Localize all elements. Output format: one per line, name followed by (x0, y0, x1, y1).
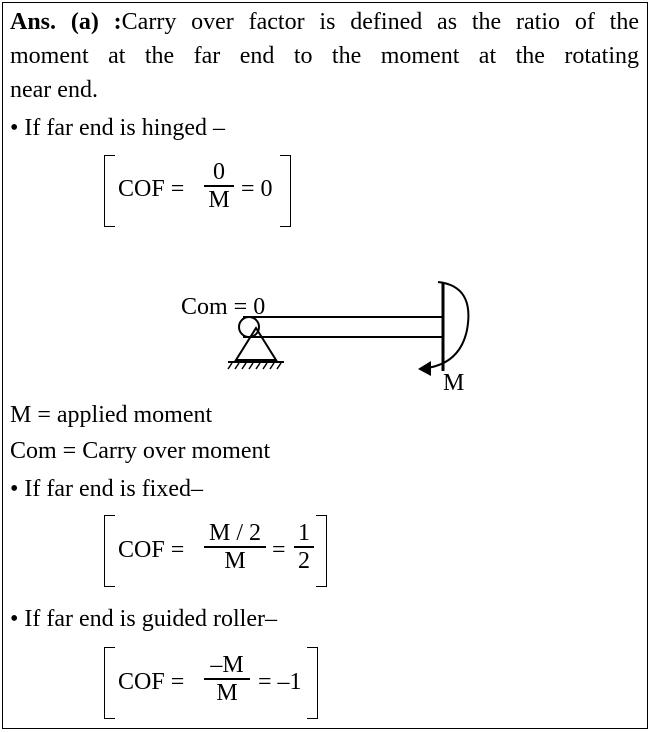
roller-equation (104, 647, 334, 719)
denominator: 2 (298, 547, 310, 574)
intro-line-2: moment at the far end to the moment at the rotating (10, 43, 639, 69)
answer-label: Ans. (a) : (10, 9, 122, 35)
fraction-minus-m-over-m (204, 652, 250, 706)
result: = –1 (258, 669, 302, 695)
fraction-m-half-over-m (204, 520, 266, 574)
denominator: M (224, 547, 246, 574)
hinged-equation (104, 155, 294, 227)
cof-label: COF = (118, 176, 185, 202)
cof-label: COF = (118, 537, 185, 563)
fraction-zero-over-m (204, 159, 234, 213)
equals: = (272, 537, 286, 563)
result: = 0 (241, 176, 273, 202)
bullet: • (10, 476, 19, 502)
com-definition: Com = Carry over moment (10, 438, 271, 464)
numerator: 1 (298, 520, 310, 546)
numerator: –M (210, 652, 244, 678)
bullet: • (10, 606, 19, 632)
beam (239, 283, 443, 371)
left-bracket (104, 155, 115, 227)
moment-label: M (443, 370, 465, 396)
denominator: M (216, 679, 238, 706)
cof-label: COF = (118, 669, 185, 695)
roller-heading: • If far end is guided roller– (10, 606, 277, 632)
numerator: M / 2 (208, 520, 261, 546)
numerator: 0 (213, 159, 225, 185)
intro-line-1: Ans. (a) :Carry over factor is defined as the ratio of the (10, 9, 640, 35)
beam-diagram (0, 268, 652, 400)
denominator: M (208, 186, 230, 213)
right-bracket (280, 155, 291, 227)
com-label: Com = 0 (181, 294, 266, 320)
fixed-equation (104, 515, 334, 587)
m-definition: M = applied moment (10, 402, 213, 428)
fraction-one-half (294, 520, 314, 574)
fixed-heading: • If far end is fixed– (10, 476, 203, 502)
bullet: • (10, 115, 19, 141)
left-bracket (104, 647, 115, 719)
hinged-heading: • If far end is hinged – (10, 115, 226, 141)
right-bracket (316, 515, 327, 587)
intro-line-3: near end. (10, 77, 98, 103)
right-bracket (307, 647, 318, 719)
left-bracket (104, 515, 115, 587)
